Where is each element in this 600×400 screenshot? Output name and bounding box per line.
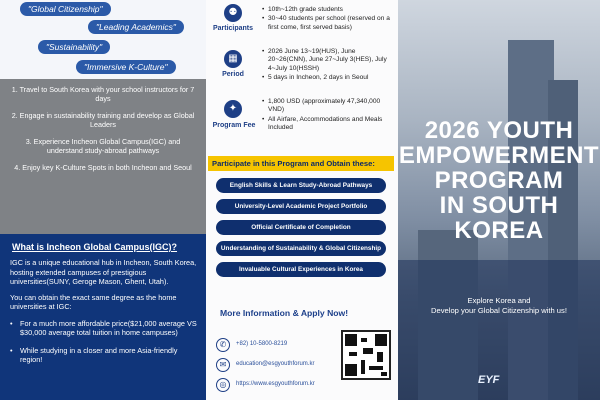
website-text: https://www.esgyouthforum.kr bbox=[236, 381, 315, 387]
igc-description: IGC is a unique educational hub in Incheon, South Korea, hosting extended campuses of prestigious universities(SUNY, Geroge Mason, Ghent, Utah). bbox=[10, 258, 197, 286]
igc-bullet-region: • While studying in a closer and more Asia-friendly region! bbox=[10, 346, 200, 365]
step-2: 2. Engage in sustainability training and develop as Global Leaders bbox=[11, 111, 195, 129]
main-title bbox=[398, 118, 600, 243]
title-line: PROGRAM bbox=[434, 167, 564, 194]
subtitle bbox=[398, 296, 600, 316]
period-label: Period bbox=[222, 71, 244, 78]
title-line: 2026 YOUTH bbox=[424, 117, 574, 144]
qr-code[interactable] bbox=[341, 330, 391, 380]
people-icon: ⚉ bbox=[224, 4, 242, 22]
more-info-heading: More Information & Apply Now! bbox=[220, 308, 349, 318]
fee-item: • All Airfare, Accommodations and Meals Included bbox=[262, 116, 396, 133]
benefit-pill: Invaluable Cultural Experiences in Korea bbox=[216, 262, 386, 277]
globe-icon: ◎ bbox=[216, 378, 230, 392]
middle-panel bbox=[206, 0, 398, 400]
right-panel bbox=[398, 0, 600, 400]
participants-label: Participants bbox=[212, 25, 254, 32]
period-item: • 2026 June 13~19(HUS), June 20~26(CNN), June 27~July 3(HES), July 4~July 10(HSSH) bbox=[262, 48, 396, 73]
tag-sustainability: "Sustainability" bbox=[38, 40, 110, 54]
benefit-pill: Official Certificate of Completion bbox=[216, 220, 386, 235]
igc-bullet-price: • For a much more affordable price($21,000 average VS $30,000 average total tuition in home campuses) bbox=[10, 319, 200, 338]
participants-item: • 30~40 students per school (reserved on a first come, first served basis) bbox=[262, 15, 396, 32]
step-1: 1. Travel to South Korea with your school instructors for 7 days bbox=[11, 85, 195, 103]
participants-item: • 10th~12th grade students bbox=[262, 6, 396, 14]
email-text: education@esgyouthforum.kr bbox=[236, 361, 315, 367]
title-line: IN SOUTH KOREA bbox=[439, 192, 559, 244]
benefit-pill: University-Level Academic Project Portfolio bbox=[216, 199, 386, 214]
participate-heading: Participate in this Program and Obtain these: bbox=[208, 156, 394, 171]
phone-icon: ✆ bbox=[216, 338, 230, 352]
benefit-pill: English Skills & Learn Study-Abroad Pathways bbox=[216, 178, 386, 193]
tag-leading-academics: "Leading Academics" bbox=[88, 20, 184, 34]
subtitle-line: Develop your Global Citizenship with us! bbox=[431, 306, 567, 315]
tag-immersive-k-culture: "Immersive K-Culture" bbox=[76, 60, 176, 74]
benefit-pill: Understanding of Sustainability & Global Citizenship bbox=[216, 241, 386, 256]
igc-heading: What is Incheon Global Campus(IGC)? bbox=[12, 242, 178, 252]
title-line: EMPOWERMENT bbox=[398, 142, 600, 169]
period-item: • 5 days in Incheon, 2 days in Seoul bbox=[262, 74, 396, 82]
mail-icon: ✉ bbox=[216, 358, 230, 372]
subtitle-line: Explore Korea and bbox=[467, 296, 531, 305]
tag-global-citizenship: "Global Citizenship" bbox=[20, 2, 111, 16]
step-3: 3. Experience Incheon Global Campus(IGC) and understand study-abroad pathways bbox=[25, 137, 181, 155]
fee-label: Program Fee bbox=[212, 122, 256, 129]
phone-text: +82) 10-5800-8219 bbox=[236, 341, 288, 347]
igc-degree-note: You can obtain the exact same degree as the home universities at IGC: bbox=[10, 292, 177, 311]
igc-section bbox=[0, 234, 206, 400]
left-panel bbox=[0, 0, 206, 400]
lightbulb-icon: ✦ bbox=[224, 100, 242, 118]
calendar-icon: ▦ bbox=[224, 50, 242, 68]
fee-item: • 1,800 USD (approximately 47,340,000 VND) bbox=[262, 98, 396, 115]
eyf-logo: EYF bbox=[478, 374, 500, 386]
step-4: 4. Enjoy key K-Culture Spots in both Incheon and Seoul bbox=[14, 163, 192, 172]
program-steps bbox=[0, 79, 206, 234]
